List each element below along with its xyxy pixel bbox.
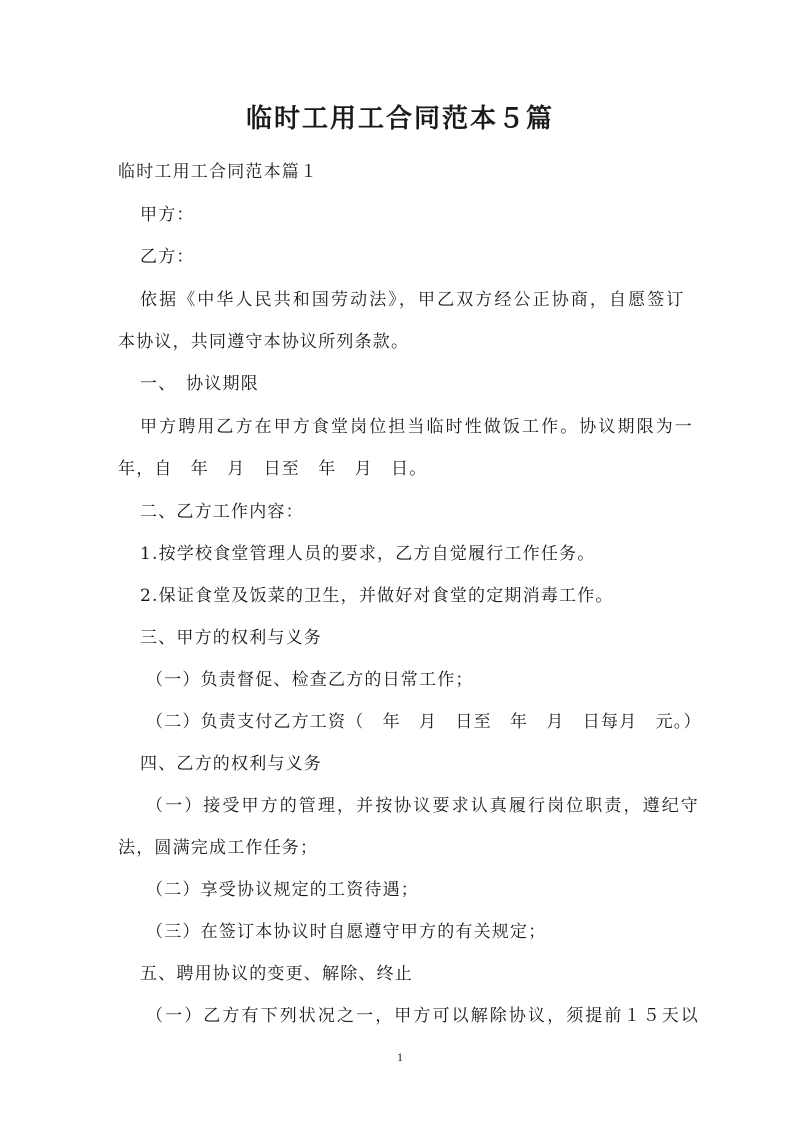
page-number: 1 xyxy=(397,1050,403,1064)
list-item: （二）享受协议规定的工资待遇； xyxy=(146,880,419,900)
list-item: 1.按学校食堂管理人员的要求，乙方自觉履行工作任务。 xyxy=(140,544,596,564)
paragraph-line: 法，圆满完成工作任务； xyxy=(118,838,319,858)
list-item: （三）在签订本协议时自愿遵守甲方的有关规定； xyxy=(146,922,547,942)
clause-heading: 二、乙方工作内容： xyxy=(140,502,304,522)
section-heading: 临时工用工合同范本篇１ xyxy=(118,162,319,182)
list-item: （一）乙方有下列状况之一，甲方可以解除协议，须提前１５天以 xyxy=(146,1006,700,1026)
party-a-line: 甲方： xyxy=(140,205,195,225)
paragraph-line: 年，自 年 月 日至 年 月 日。 xyxy=(118,459,428,479)
clause-heading: 四、乙方的权利与义务 xyxy=(140,754,322,774)
paragraph-line: 甲方聘用乙方在甲方食堂岗位担当临时性做饭工作。协议期限为一 xyxy=(140,417,694,437)
party-b-line: 乙方： xyxy=(140,247,195,267)
clause-heading: 一、 协议期限 xyxy=(140,374,259,394)
clause-heading: 三、甲方的权利与义务 xyxy=(140,628,322,648)
list-item: （一）负责督促、检查乙方的日常工作； xyxy=(146,670,474,690)
paragraph-line: 本协议，共同遵守本协议所列条款。 xyxy=(118,332,410,352)
paragraph-line: 依据《中华人民共和国劳动法》，甲乙双方经公正协商，自愿签订 xyxy=(140,290,686,310)
list-item: （一）接受甲方的管理，并按协议要求认真履行岗位职责，遵纪守 xyxy=(146,796,700,816)
document-title: 临时工用工合同范本５篇 xyxy=(245,104,554,134)
clause-heading: 五、聘用协议的变更、解除、终止 xyxy=(140,964,413,984)
list-item: （二）负责支付乙方工资（ 年 月 日至 年 月 日每月 元。） xyxy=(146,712,702,732)
list-item: 2.保证食堂及饭菜的卫生，并做好对食堂的定期消毒工作。 xyxy=(140,586,614,606)
